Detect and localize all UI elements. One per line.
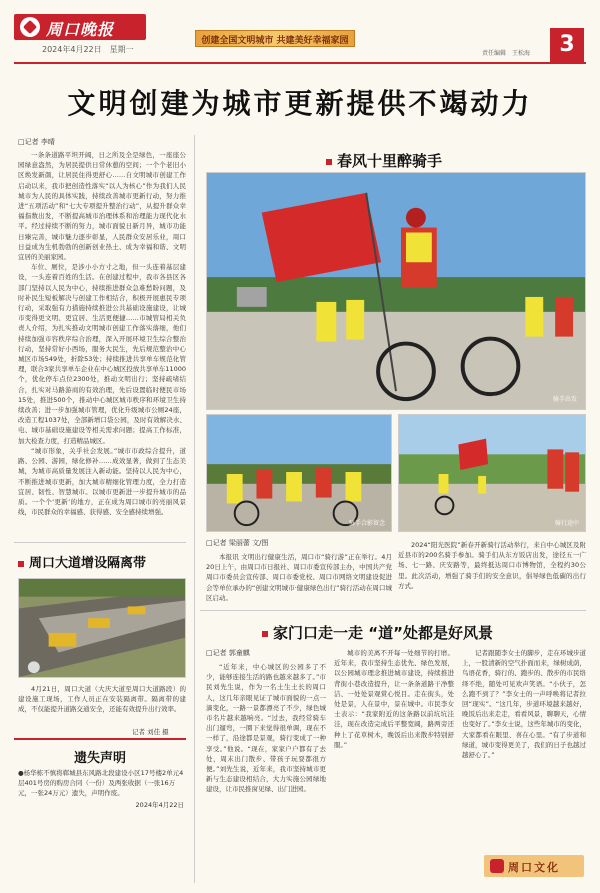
feature-body-left bbox=[206, 552, 392, 604]
editor-info bbox=[482, 48, 530, 57]
weekday-text: 星期一 bbox=[109, 45, 134, 54]
road-photo-caption: 骑行途中 bbox=[554, 520, 579, 527]
campaign-banner bbox=[195, 30, 355, 47]
lost-notice-text: ●杨华栋不慎将郸城县东风路北段建设小区17号楼2单元4层401号房的购房合同（一份）及两张收据（一张16万元，一张24万元）遗失，声明作废。 bbox=[18, 769, 184, 797]
section-divider bbox=[200, 610, 586, 611]
section-divider bbox=[14, 542, 186, 543]
bottom-article-title: 家门口走一走 “道”处都是好风景 bbox=[262, 622, 493, 643]
barrier-caption bbox=[18, 684, 186, 726]
bottom-article-col-1 bbox=[206, 662, 326, 884]
page-number: 3 bbox=[550, 28, 584, 62]
lost-notice bbox=[14, 738, 186, 883]
main-article-paragraph: “城市形象，关乎社会发展。”城市市政综合提升，道路、公园、游园，绿化修补……成效显著，做到了生态美城，为城市高质量发展注入新动能。坚持以人民为中心，不断推进城市更新，加大城市精细化管理力度，全力打造宜居、韧性、智慧城市。以城市更新进一步提升城市的品质。一个个‘更新’的地方，正在成为周口城市的亮丽风景线，市民群众的幸福感、获得感、安全感持续增强。 bbox=[18, 446, 186, 517]
barrier-photo-credit: 记者 刘佳 摄 bbox=[132, 728, 169, 736]
editor-name: 王松海 bbox=[512, 50, 531, 57]
bottom-article-paragraph: “近年来，中心城区的公园多了不少，能够连接生活的路也越来越多了。”市民刘先生说，作为一名土生土长的周口人，这几年亲眼见证了城市面貌的一点一滴变化，一路一景都漂亮了不少，绿色城市名片越来越响亮。“过去，我经常骑车出门遛弯，一圈下来觉得很单调，现在不一样了，沿途都是景观，骑行变成了一种享受。”他说。“现在，家家户户都有了去处，周末出门散步、带孩子玩耍都很方便。”刘先生说，近年来，我市坚持城市更新与生态建设相结合，大力实施公园绿地建设，让市民推窗见绿、出门进园。 bbox=[206, 663, 326, 794]
main-article-paragraph: 车位、厕位，是涉小小方寸之地，但一头连着基层建设，一头连着百姓的生活。在创建过程中，我市各县区各部门坚持以人民为中心，持续推进群众急难愁盼问题，及时补民生短板解决与创建工作相结合，积极开展惠民专项行动，采取强有力措施持续推进公共基础设施建设，让城市变得更文明、更宜居、生活更便捷……市城管局相关负责人介绍，为扎实推动文明城市创建工作落实落细，他们持续加强市容秩序综合治理，深入开展环境卫生综合整治行动，坚持常好小西场，服务大民生，先后规范整治中心城区市场549处，折除53处；持续推进共享单车规范化管理，联合3家共享单车企业在中心城区投放共享单车11000个，优化停车点位2300处，推动文明出行；坚持疏堵结合，扎实对马路游商的有效治理，先后设置临时便民市场15处，推进500个，推动中心城区城市秩序和环境卫生持续改善；进一步加强城市管理，优化升级城市公厕24座，改造工程1037处，全部新增口袋公园，及时有效解决水、电、城市基础设施建设等相关需求问题；提高工作标准，加大检查力度，打造精品城区。 bbox=[18, 263, 186, 445]
bottom-article-paragraph: 记者跟随李女士的脚步，走在环城步道上，一股清新的空气扑面而来，绿树成荫，鸟语花香，骑行的、跑步的、散步的市民络绎不绝，随处可见欢声笑语。“小伙子，怎么跑不到了？”李女士的一声呼唤将记者拉回“现实”。“这几年，步道环境越来越好，晚饭后出来走走，看看风景，聊聊天，心情也变好了。”李女士说，这些年城市的变化，大家都看在眼里、喜在心里。“有了步道和绿道，城市变得更美了，我们的日子也越过越舒心了。” bbox=[462, 649, 586, 760]
feature-title: 春风十里醉骑手 bbox=[326, 150, 442, 171]
page-header bbox=[0, 0, 600, 62]
group-photo-caption: 骑手合影留念 bbox=[348, 520, 385, 527]
main-article-body bbox=[18, 150, 186, 540]
cyclists-road-photo bbox=[398, 414, 586, 532]
main-article-byline: □记者 李晴 bbox=[18, 138, 55, 146]
section-logo-icon bbox=[490, 859, 504, 873]
section-logo-text: 周口文化 bbox=[508, 861, 560, 874]
newspaper-logo-icon bbox=[20, 17, 40, 37]
lost-notice-title: 遗失声明 bbox=[73, 751, 126, 766]
barrier-section-title: 周口大道增设隔离带 bbox=[18, 552, 146, 571]
masthead bbox=[14, 14, 146, 40]
bottom-article-paragraph: 城市的美离不开每一处细节的打磨。近年来，我市坚持生态优先、绿色发展，以公园城市理念推进城市建设，持续推进背街小巷改造提升，让一条条道路干净整洁、一处处景观赏心悦目。走在街头，处处是景，人在景中，景在城中。市民李女士表示：“我家附近的这条路以前坑坑洼洼，现在改造完成后平整宽阔，路两旁还种上了花草树木，晚饭后出来散步特别舒服。” bbox=[334, 649, 454, 749]
masthead-name: 周口晚报 bbox=[46, 20, 115, 39]
main-photo-caption: 骑手出发 bbox=[552, 396, 577, 403]
cyclists-group-photo bbox=[206, 414, 392, 532]
cyclists-main-photo bbox=[206, 172, 586, 410]
column-divider bbox=[194, 135, 195, 883]
barrier-caption-text: 4月21日，周口大道（大庆大道至周口大道路段）的建设施工现场，工作人员正在安装隔离带。隔离带的建成，不仅能提升道路交通安全，还能有效提升出行效率。 bbox=[18, 685, 186, 714]
bottom-article-byline: □记者 郭童麒 bbox=[206, 649, 250, 657]
bottom-article-col-2 bbox=[334, 648, 454, 884]
main-article-paragraph: 一条条道路平坦开阔，日之所及全是绿色，一座座公园绿意盎然，为居民提供日常休憩的空间；一个个老旧小区焕发新颜，让居民住得更舒心……自文明城市创建工作启动以来，我市把创造性落实“以人为核心”作为我们人民城市为人民的具体实践，持续改善城市更新行动，努力推进“五项活动”和“七大专项提升整治行动”，从提升群众幸福指数出发，不断提高城市治理体系和治理能力现代化水平。经过持续不断的努力，城市面貌日新月异，城市功能日臻完善，城市魅力逐步彰显，人民群众安居乐业，周口日益成为生机勃勃的创新创业热土、成为幸福和谐、文明宜居的美丽家园。 bbox=[18, 151, 186, 262]
page-headline: 文明创建为城市更新提供不竭动力 bbox=[67, 87, 533, 120]
feature-paragraph-left: 本报讯 文明出行健康生活，周口市“骑行游”正在举行。4月20日上午，由周口市日报社、周口市委宣传部主办，中国共产党周口市委员会宣传部、周口市委党校、周口市网络文明建设促进会等单位承办的“创建文明城市·健康绿色出行”骑行活动在周口城区启动。 bbox=[206, 553, 392, 602]
date-text: 2024年4月22日 bbox=[42, 45, 102, 54]
header-rule bbox=[14, 62, 586, 64]
issue-date bbox=[42, 44, 134, 55]
lost-notice-date: 2024年4月22日 bbox=[135, 801, 184, 809]
feature-byline: □记者 梁丽蕾 文/图 bbox=[206, 539, 269, 547]
editor-label: 责任编辑 bbox=[482, 50, 507, 57]
lost-notice-body bbox=[18, 768, 184, 810]
road-construction-photo bbox=[18, 578, 186, 678]
feature-body-right bbox=[398, 540, 586, 604]
feature-paragraph-right: 2024“阳光医院”新春开新骑行活动举行，来自中心城区及附近县市的200名骑手参加。骑手们从东方饭店出发，途径五一广场、七一路、庆安路等，最终抵达周口市博物馆，全程约30公里。此次活动，增强了骑手们的安全意识，倡导绿色低碳的出行方式。 bbox=[398, 541, 586, 590]
bottom-article-col-3 bbox=[462, 648, 586, 848]
campaign-banner-text: 创建全国文明城市 共建美好幸福家园 bbox=[201, 36, 349, 46]
section-logo bbox=[484, 855, 584, 877]
